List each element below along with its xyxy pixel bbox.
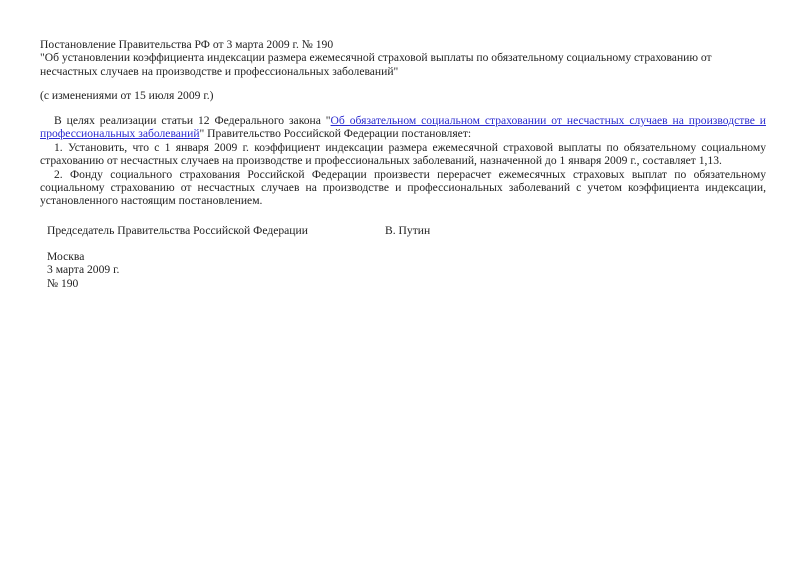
- intro-text: В целях реализации статьи 12 Федерального закона ": [54, 114, 331, 127]
- document-subtitle: "Об установлении коэффициента индексации размера ежемесячной страховой выплаты по обязательному социальному страхованию от несчастных случаев на производстве и профессиональных заболеваний": [40, 51, 712, 78]
- document-title: Постановление Правительства РФ от 3 марта 2009 г. № 190: [40, 38, 334, 51]
- document-header: [40, 38, 766, 103]
- signature-name: В. Путин: [385, 224, 431, 237]
- signature-position: Председатель Правительства Российской Федерации: [47, 224, 308, 237]
- document-footer: [47, 250, 119, 290]
- number: № 190: [47, 276, 79, 290]
- intro-paragraph: [40, 114, 766, 141]
- federal-law-link[interactable]: Об обязательном социальном страховании от несчастных случаев на производстве и профессиональных заболеваний: [40, 114, 766, 141]
- document-body: [40, 114, 766, 208]
- date: 3 марта 2009 г.: [47, 263, 120, 277]
- city: Москва: [47, 250, 85, 263]
- item-1: 1. Установить, что с 1 января 2009 г. коэффициент индексации размера ежемесячной страховой выплаты по обязательному социальному страхованию от несчастных случаев на производстве и профессиональных заболеваний, назначенной до 1 января 2009 г., составляет 1,13.: [40, 140, 766, 168]
- item-2: 2. Фонду социального страхования Российской Федерации произвести перерасчет ежемесячных страховых выплат по обязательному социальному страхованию от несчастных случаев на производстве и профессиональных заболеваний с учетом коэффициента индексации, установленного настоящим постановлением.: [40, 167, 766, 208]
- intro-text-end: " Правительство Российской Федерации постановляет:: [199, 127, 472, 141]
- amendments-note: (с изменениями от 15 июля 2009 г.): [40, 89, 214, 103]
